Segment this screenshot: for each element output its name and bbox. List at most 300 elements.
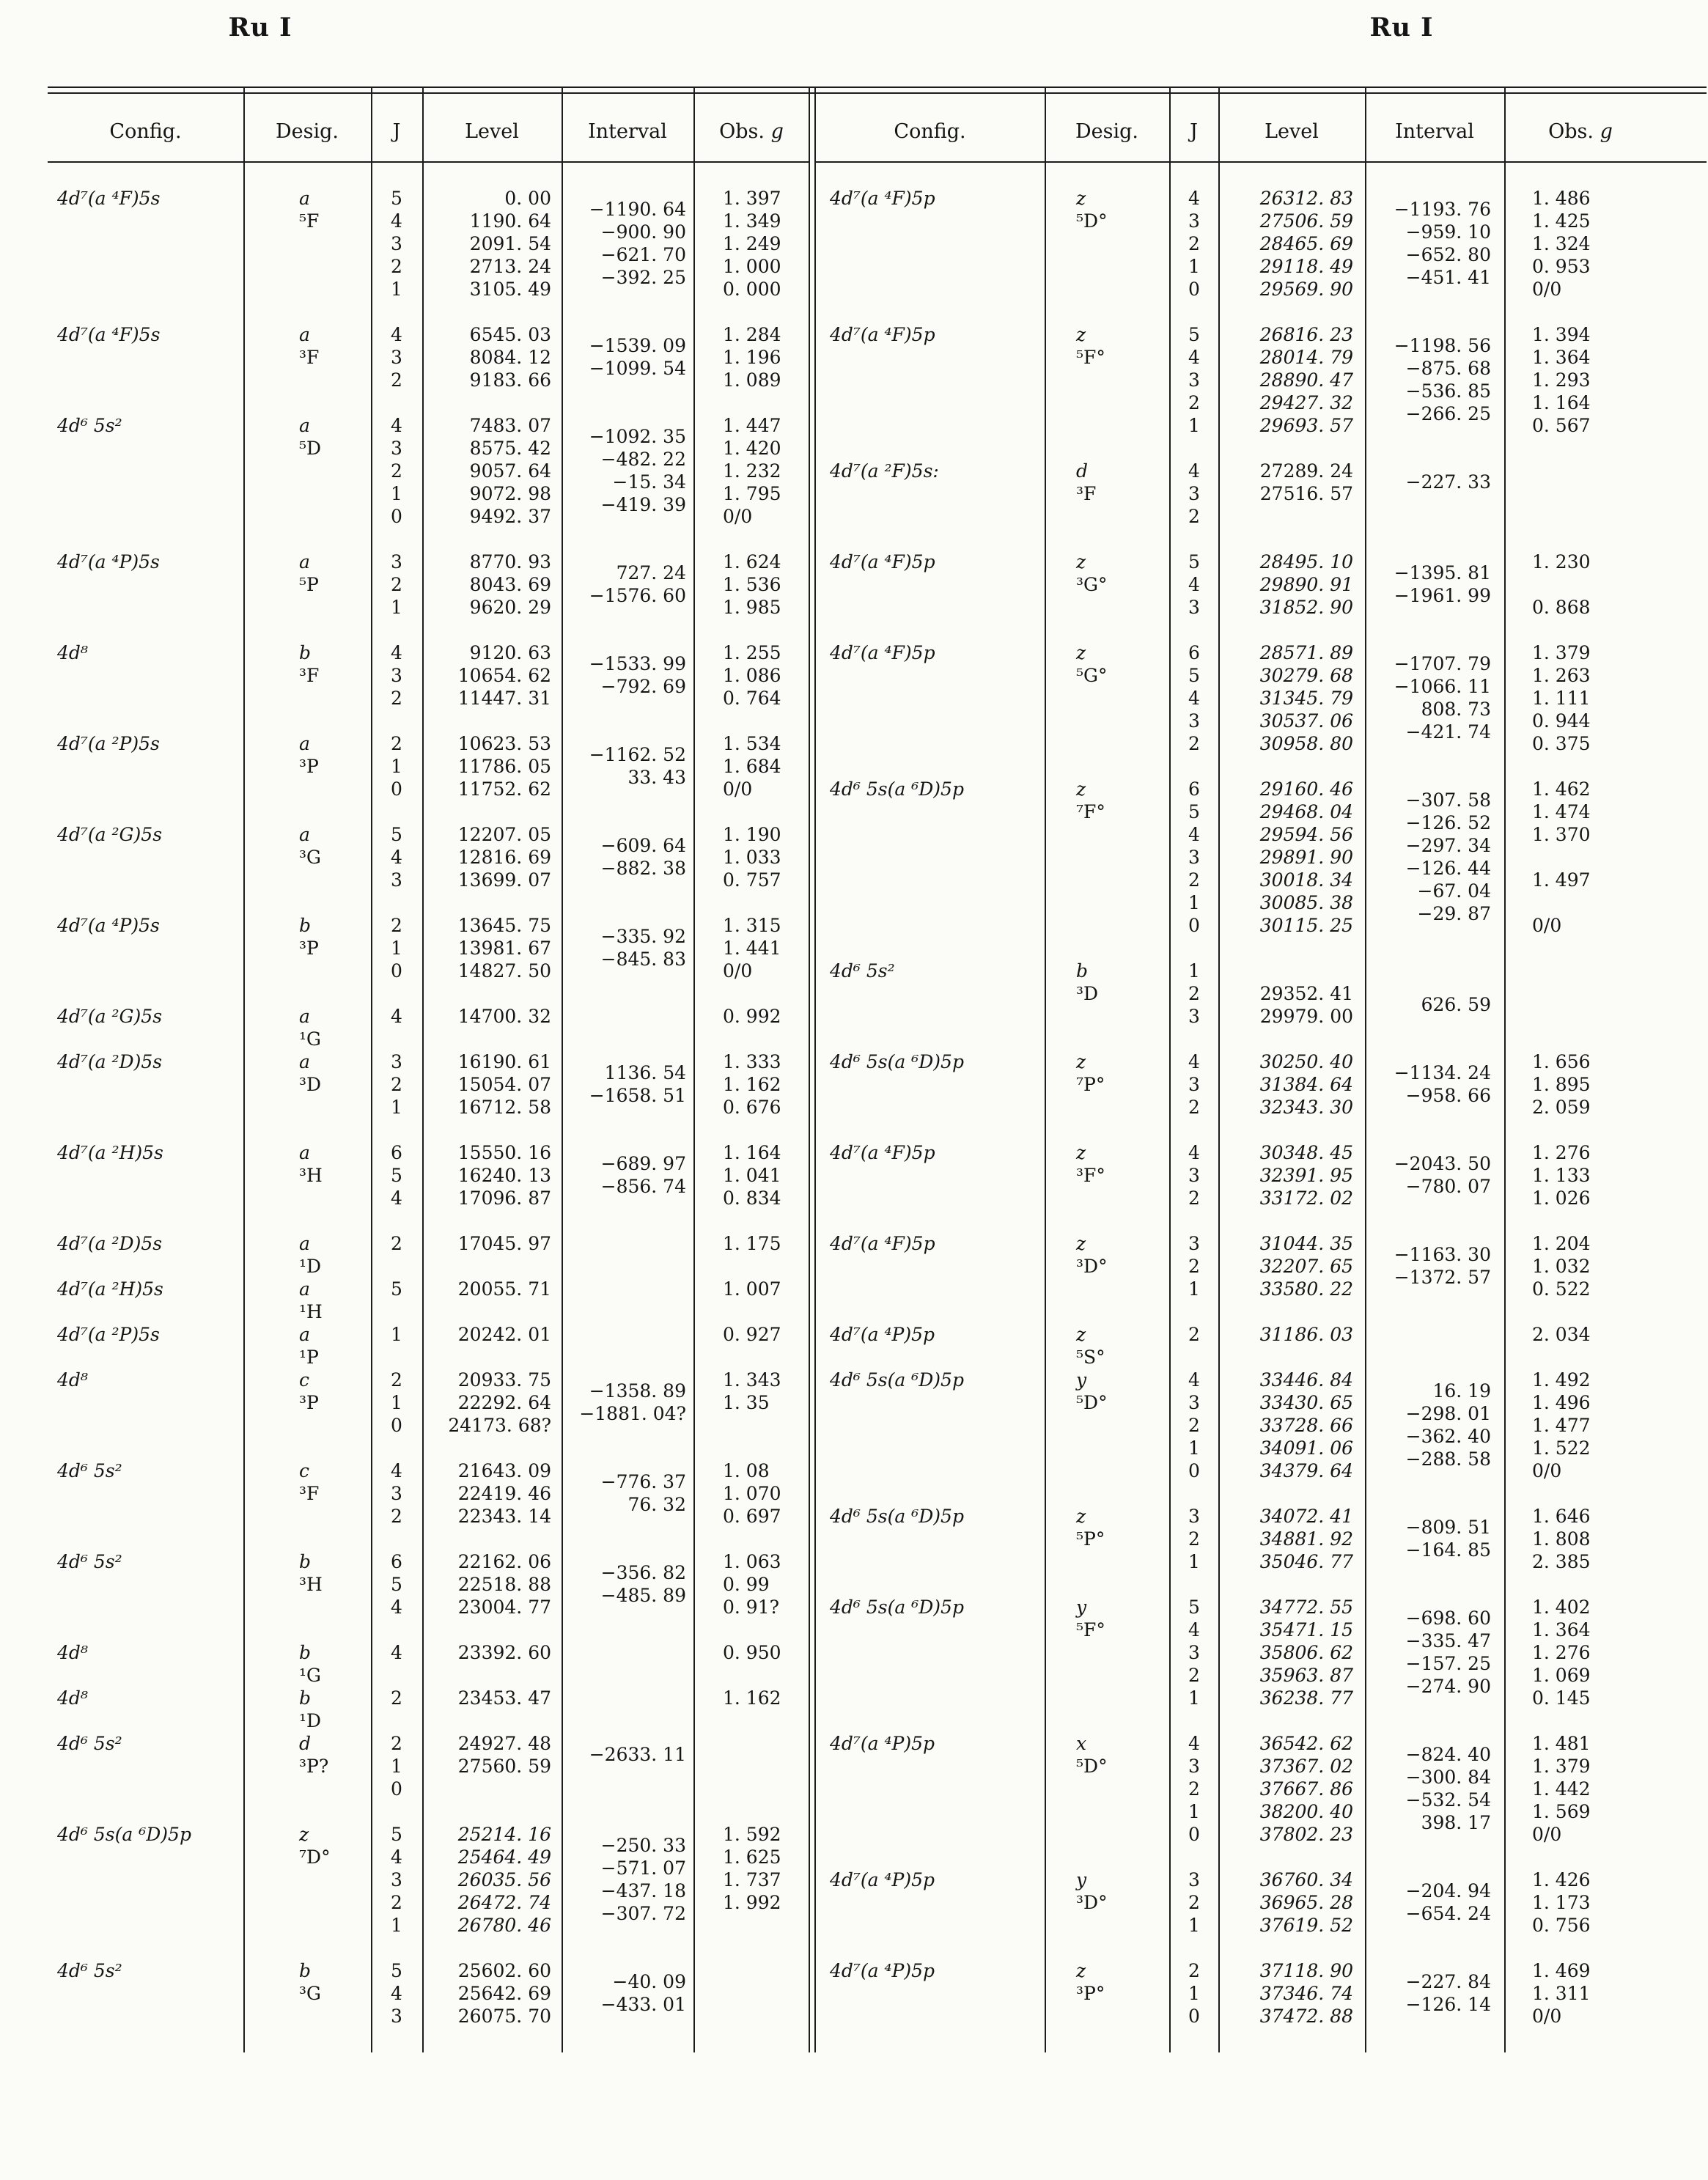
j-cell: 2 — [1188, 1665, 1200, 1686]
level-cell: 36760. 34 — [1259, 1869, 1353, 1890]
level-row — [0, 744, 1708, 778]
desig-term: ⁵D — [299, 438, 322, 459]
level-cell: 6545. 03 — [469, 324, 551, 345]
interval-cell: −419. 39 — [600, 494, 686, 515]
level-cell: 28014. 79 — [1259, 347, 1353, 368]
level-cell: 28890. 47 — [1259, 369, 1353, 391]
level-cell: 37619. 52 — [1259, 1915, 1353, 1936]
obs-g-cell: 1. 263 — [1532, 665, 1591, 686]
j-cell: 1 — [1188, 1278, 1200, 1300]
desig-term: ¹D — [299, 1256, 322, 1277]
level-cell: 22343. 14 — [457, 1506, 551, 1527]
j-cell: 0 — [1188, 915, 1200, 936]
obs-g-cell: 0. 756 — [1532, 1915, 1591, 1936]
desig-prefix: z — [1076, 188, 1086, 209]
config-cell: 4d⁸ — [57, 1687, 88, 1709]
j-cell: 5 — [391, 1278, 402, 1300]
j-cell: 3 — [391, 665, 402, 686]
header-config-right: Config. — [894, 120, 966, 143]
obs-g-cell: 1. 420 — [723, 438, 781, 459]
j-cell: 5 — [1188, 551, 1200, 572]
level-cell — [1223, 960, 1353, 982]
j-cell: 3 — [391, 1869, 402, 1890]
j-cell: 3 — [391, 233, 402, 254]
j-cell: 0 — [391, 506, 402, 527]
interval-cell: −40. 09 — [612, 1971, 686, 1992]
j-cell: 2 — [1188, 233, 1200, 254]
interval-cell: −307. 58 — [1405, 789, 1491, 811]
level-cell: 21643. 09 — [457, 1460, 551, 1481]
j-cell: 3 — [1188, 1006, 1200, 1027]
interval-cell: −2633. 11 — [589, 1744, 686, 1765]
desig-term: ¹G — [299, 1665, 321, 1686]
obs-g-cell: 1. 293 — [1532, 369, 1591, 391]
j-cell: 4 — [1188, 1369, 1200, 1391]
desig-term: ³H — [299, 1165, 323, 1186]
level-cell: 37346. 74 — [1259, 1983, 1353, 2004]
obs-g-cell: 1. 089 — [723, 369, 781, 391]
desig-term: ³P — [299, 756, 319, 777]
config-cell: 4d⁶ 5s² — [57, 1960, 122, 1981]
j-cell: 4 — [391, 1460, 402, 1481]
level-cell: 22292. 64 — [457, 1392, 551, 1413]
j-cell: 3 — [1188, 1869, 1200, 1890]
desig-prefix: a — [299, 415, 310, 436]
level-cell — [1223, 505, 1353, 528]
level-cell: 30085. 38 — [1259, 892, 1353, 913]
interval-cell: −621. 70 — [600, 244, 686, 265]
desig-prefix: z — [1076, 1324, 1086, 1345]
desig-term: ³D° — [1076, 1892, 1108, 1913]
j-cell: 2 — [1188, 1960, 1200, 1981]
config-cell: 4d⁷(a ²F)5s: — [830, 460, 939, 482]
desig-term: ⁵F° — [1076, 1619, 1105, 1640]
level-cell: 25642. 69 — [457, 1983, 551, 2004]
obs-g-cell: 1. 276 — [1532, 1642, 1591, 1663]
obs-g-cell: 1. 164 — [723, 1142, 781, 1163]
j-cell: 1 — [391, 279, 402, 300]
level-cell: 30018. 34 — [1259, 869, 1353, 891]
level-cell: 29160. 46 — [1259, 778, 1353, 800]
level-cell: 34379. 64 — [1259, 1460, 1353, 1481]
level-cell: 30279. 68 — [1259, 665, 1353, 686]
j-cell: 2 — [391, 460, 402, 482]
interval-cell: −845. 83 — [600, 949, 686, 970]
level-cell: 27506. 59 — [1259, 210, 1353, 232]
obs-g-cell: 0. 676 — [723, 1097, 781, 1118]
desig-prefix: d — [299, 1733, 312, 1754]
j-cell: 3 — [1188, 1392, 1200, 1413]
j-cell: 3 — [1188, 710, 1200, 732]
desig-term: ⁵D° — [1076, 1756, 1108, 1777]
j-cell: 3 — [1188, 1642, 1200, 1663]
interval-cell: −126. 52 — [1405, 812, 1491, 833]
j-cell: 4 — [391, 1642, 402, 1663]
level-cell: 24173. 68? — [448, 1415, 551, 1436]
j-cell: 2 — [391, 1233, 402, 1254]
j-cell: 5 — [391, 188, 402, 209]
desig-prefix: z — [299, 1824, 309, 1845]
j-cell: 2 — [391, 574, 402, 595]
j-cell: 0 — [1188, 1460, 1200, 1481]
j-cell: 5 — [1188, 1597, 1200, 1618]
interval-cell: 808. 73 — [1421, 699, 1491, 720]
desig-prefix: b — [299, 1960, 312, 1981]
obs-g-cell: 0/0 — [1532, 915, 1562, 936]
interval-cell: −1190. 64 — [589, 199, 686, 220]
j-cell: 5 — [1188, 801, 1200, 822]
j-cell: 4 — [1188, 1142, 1200, 1163]
header-desig-left: Desig. — [276, 120, 339, 143]
obs-g-cell: 1. 196 — [723, 347, 781, 368]
j-cell: 2 — [1188, 1415, 1200, 1436]
level-cell: 9183. 66 — [469, 369, 551, 391]
interval-cell: −2043. 50 — [1394, 1153, 1491, 1174]
desig-term: ⁵F° — [1076, 347, 1105, 368]
obs-g-cell: 1. 162 — [723, 1687, 781, 1709]
desig-prefix: a — [299, 188, 310, 209]
level-cell: 8084. 12 — [469, 347, 551, 368]
level-cell: 29427. 32 — [1259, 392, 1353, 413]
interval-cell: −900. 90 — [600, 221, 686, 243]
obs-g-cell: 1. 895 — [1532, 1074, 1591, 1095]
interval-cell: 727. 24 — [616, 562, 686, 583]
level-cell: 31852. 90 — [1259, 597, 1353, 618]
j-cell: 2 — [391, 1733, 402, 1754]
desig-prefix: a — [299, 824, 310, 845]
j-cell: 4 — [1188, 460, 1200, 482]
interval-cell: −335. 47 — [1405, 1630, 1491, 1651]
j-cell: 4 — [391, 324, 402, 345]
j-cell: 1 — [1188, 892, 1200, 913]
j-cell: 3 — [391, 347, 402, 368]
interval-cell: 16. 19 — [1432, 1380, 1491, 1402]
level-cell: 7483. 07 — [469, 415, 551, 436]
config-cell: 4d⁸ — [57, 1642, 88, 1663]
config-cell: 4d⁷(a ⁴P)5p — [830, 1733, 935, 1754]
header-obs-label: Obs. — [1548, 120, 1594, 143]
obs-g-cell: 1. 311 — [1532, 1983, 1591, 2004]
obs-g-cell: 0. 944 — [1532, 710, 1591, 732]
obs-g-cell: 1. 232 — [723, 460, 781, 482]
desig-term: ³D° — [1076, 1256, 1108, 1277]
level-cell: 10623. 53 — [457, 733, 551, 754]
level-cell: 30348. 45 — [1259, 1142, 1353, 1163]
j-cell: 5 — [391, 1824, 402, 1845]
j-cell: 3 — [1188, 1165, 1200, 1186]
obs-g-cell: 1. 333 — [723, 1051, 781, 1072]
level-cell: 8043. 69 — [469, 574, 551, 595]
level-cell: 33172. 02 — [1259, 1187, 1353, 1209]
obs-g-cell: 1. 35 — [723, 1392, 770, 1413]
obs-g-cell: 1. 032 — [1532, 1256, 1591, 1277]
level-cell: 28571. 89 — [1259, 642, 1353, 663]
header-interval-left: Interval — [588, 120, 667, 143]
header-g-label: g — [1600, 120, 1613, 143]
interval-cell: −204. 94 — [1405, 1880, 1491, 1901]
interval-cell: −958. 66 — [1405, 1085, 1491, 1106]
level-cell: 16190. 61 — [457, 1051, 551, 1072]
interval-cell: −698. 60 — [1405, 1608, 1491, 1629]
j-cell: 2 — [391, 1687, 402, 1709]
j-cell: 4 — [1188, 347, 1200, 368]
j-cell: 5 — [1188, 324, 1200, 345]
level-cell: 38200. 40 — [1259, 1801, 1353, 1822]
j-cell: 0 — [391, 1415, 402, 1436]
level-cell: 29569. 90 — [1259, 279, 1353, 300]
level-row — [0, 903, 1708, 937]
desig-prefix: b — [299, 1551, 312, 1572]
config-cell: 4d⁷(a ²G)5s — [57, 824, 163, 845]
desig-term: ³F° — [1076, 1165, 1105, 1186]
config-cell: 4d⁷(a ⁴F)5s — [57, 188, 161, 209]
interval-cell: −959. 10 — [1405, 221, 1491, 243]
j-cell: 1 — [1188, 1687, 1200, 1709]
desig-prefix: b — [299, 1687, 312, 1709]
j-cell: 4 — [391, 210, 402, 232]
j-cell: 6 — [1188, 642, 1200, 663]
config-cell: 4d⁶ 5s² — [57, 415, 122, 436]
j-cell: 5 — [391, 1574, 402, 1595]
desig-term: ³D — [1076, 983, 1099, 1004]
j-cell: 1 — [1188, 1915, 1200, 1936]
desig-prefix: c — [299, 1369, 310, 1391]
desig-prefix: a — [299, 551, 310, 572]
interval-cell: −266. 25 — [1405, 403, 1491, 424]
level-cell: 27516. 57 — [1259, 483, 1353, 504]
obs-g-cell: 1. 624 — [723, 551, 781, 572]
obs-g-cell: 1. 522 — [1532, 1437, 1591, 1459]
desig-term: ³G — [299, 847, 321, 868]
level-cell: 33446. 84 — [1259, 1369, 1353, 1391]
obs-g-cell: 1. 349 — [723, 210, 781, 232]
j-cell: 3 — [1188, 1756, 1200, 1777]
desig-prefix: d — [1076, 460, 1089, 482]
j-cell: 0 — [391, 960, 402, 982]
desig-prefix: a — [299, 1006, 310, 1027]
j-cell: 1 — [1188, 1437, 1200, 1459]
desig-prefix: b — [299, 915, 312, 936]
obs-g-cell: 1. 462 — [1532, 778, 1591, 800]
config-cell: 4d⁶ 5s² — [57, 1733, 122, 1754]
desig-prefix: a — [299, 1051, 310, 1072]
config-cell: 4d⁷(a ²H)5s — [57, 1142, 163, 1163]
obs-g-cell: 0/0 — [723, 506, 753, 527]
level-cell: 26075. 70 — [457, 2006, 551, 2027]
desig-term: ⁵F — [299, 210, 320, 232]
obs-g-cell: 0. 992 — [723, 1006, 781, 1027]
interval-cell: −227. 84 — [1405, 1971, 1491, 1992]
j-cell: 5 — [1188, 665, 1200, 686]
obs-g-cell: 1. 284 — [723, 324, 781, 345]
config-cell: 4d⁶ 5s(a ⁶D)5p — [830, 1051, 964, 1072]
obs-g-cell: 0/0 — [1532, 1824, 1562, 1845]
desig-prefix: z — [1076, 1506, 1086, 1527]
desig-term: ¹D — [299, 1710, 322, 1731]
j-cell: 5 — [391, 1165, 402, 1186]
config-cell: 4d⁷(a ⁴P)5s — [57, 551, 160, 572]
interval-cell: −1533. 99 — [589, 653, 686, 674]
obs-g-cell: 1. 133 — [1532, 1165, 1591, 1186]
j-cell: 3 — [391, 438, 402, 459]
level-cell: 31384. 64 — [1259, 1074, 1353, 1095]
j-cell: 2 — [391, 256, 402, 277]
level-cell: 13645. 75 — [457, 915, 551, 936]
interval-cell: −356. 82 — [600, 1562, 686, 1583]
j-cell: 4 — [391, 1597, 402, 1618]
header-obsg-right — [1504, 110, 1657, 154]
obs-g-cell: 1. 379 — [1532, 1756, 1591, 1777]
j-cell: 3 — [1188, 1074, 1200, 1095]
config-cell: 4d⁶ 5s(a ⁶D)5p — [830, 1597, 964, 1618]
j-cell: 1 — [1188, 256, 1200, 277]
j-cell: 0 — [1188, 279, 1200, 300]
level-cell: 16712. 58 — [457, 1097, 551, 1118]
obs-g-cell: 1. 364 — [1532, 347, 1591, 368]
interval-cell: −126. 44 — [1405, 858, 1491, 879]
obs-g-cell: 1. 324 — [1532, 233, 1591, 254]
level-cell: 17096. 87 — [457, 1187, 551, 1209]
level-cell: 27560. 59 — [457, 1756, 551, 1777]
desig-term: ³F — [299, 665, 320, 686]
obs-g-cell: 1. 795 — [723, 483, 781, 504]
config-cell: 4d⁷(a ⁴F)5s — [57, 324, 161, 345]
level-cell: 31186. 03 — [1259, 1324, 1353, 1345]
interval-cell: −1066. 11 — [1394, 676, 1491, 697]
obs-g-cell: 1. 737 — [723, 1869, 781, 1890]
desig-term: ³G° — [1076, 574, 1108, 595]
desig-term: ¹G — [299, 1028, 321, 1050]
desig-prefix: z — [1076, 551, 1086, 572]
obs-g-cell: 1. 985 — [723, 597, 781, 618]
interval-cell: 76. 32 — [627, 1494, 686, 1515]
j-cell: 3 — [1188, 1233, 1200, 1254]
level-cell: 37118. 90 — [1259, 1960, 1353, 1981]
level-cell: 30250. 40 — [1259, 1051, 1353, 1072]
interval-cell: −1193. 76 — [1394, 199, 1491, 220]
level-row — [0, 1267, 1708, 1300]
obs-g-cell: 1. 569 — [1532, 1801, 1591, 1822]
j-cell: 3 — [1188, 597, 1200, 618]
j-cell: 3 — [391, 2006, 402, 2027]
interval-cell: −288. 58 — [1405, 1448, 1491, 1470]
j-cell: 4 — [1188, 824, 1200, 845]
desig-term: ³P? — [299, 1756, 329, 1777]
interval-cell: −1163. 30 — [1394, 1244, 1491, 1265]
j-cell: 4 — [1188, 574, 1200, 595]
desig-prefix: z — [1076, 1142, 1086, 1163]
level-cell: 11786. 05 — [457, 756, 551, 777]
header-level-right: Level — [1265, 120, 1319, 143]
obs-g-cell: 1. 474 — [1532, 801, 1591, 822]
obs-g-cell: 0. 522 — [1532, 1278, 1591, 1300]
obs-g-cell: 0. 927 — [723, 1324, 781, 1345]
j-cell: 2 — [1188, 1097, 1200, 1118]
interval-cell: −433. 01 — [600, 1994, 686, 2015]
j-cell: 5 — [391, 824, 402, 845]
j-cell: 3 — [1188, 847, 1200, 868]
level-cell: 23004. 77 — [457, 1597, 551, 1618]
level-row — [0, 505, 1708, 528]
level-row — [0, 926, 1708, 960]
interval-cell: −652. 80 — [1405, 244, 1491, 265]
obs-g-cell: 1. 497 — [1532, 869, 1591, 891]
obs-g-cell: 1. 364 — [1532, 1619, 1591, 1640]
obs-g-cell: 2. 059 — [1532, 1097, 1591, 1118]
level-cell: 30537. 06 — [1259, 710, 1353, 732]
obs-g-cell: 1. 255 — [723, 642, 781, 663]
desig-prefix: a — [299, 324, 310, 345]
obs-g-cell: 1. 492 — [1532, 1369, 1591, 1391]
j-cell: 2 — [391, 1074, 402, 1095]
obs-g-cell: 0/0 — [723, 960, 753, 982]
config-cell: 4d⁷(a ²H)5s — [57, 1278, 163, 1300]
interval-cell: −362. 40 — [1405, 1426, 1491, 1447]
j-cell: 4 — [1188, 188, 1200, 209]
obs-g-cell: 1. 276 — [1532, 1142, 1591, 1163]
level-row — [0, 1562, 1708, 1596]
interval-cell: −482. 22 — [600, 449, 686, 470]
level-cell: 9072. 98 — [469, 483, 551, 504]
j-cell: 0 — [391, 1778, 402, 1800]
j-cell: 2 — [1188, 1324, 1200, 1345]
desig-term: ⁵D° — [1076, 210, 1108, 232]
desig-term: ⁵P — [299, 574, 319, 595]
obs-g-cell: 1. 007 — [723, 1278, 781, 1300]
interval-cell: −157. 25 — [1405, 1653, 1491, 1674]
j-cell: 2 — [391, 1892, 402, 1913]
desig-prefix: z — [1076, 778, 1086, 800]
level-cell: 29979. 00 — [1259, 1006, 1353, 1027]
level-cell: 17045. 97 — [457, 1233, 551, 1254]
header-rule-right — [815, 161, 1707, 163]
obs-g-cell: 1. 230 — [1532, 551, 1591, 572]
level-cell: 24927. 48 — [457, 1733, 551, 1754]
level-cell: 25464. 49 — [457, 1846, 551, 1868]
level-cell: 14827. 50 — [457, 960, 551, 982]
level-cell: 20933. 75 — [457, 1369, 551, 1391]
obs-g-cell: 1. 656 — [1532, 1051, 1591, 1072]
j-cell: 0 — [1188, 1824, 1200, 1845]
level-row — [0, 1676, 1708, 1709]
obs-g-cell: 0/0 — [723, 778, 753, 800]
interval-cell: −780. 07 — [1405, 1176, 1491, 1197]
obs-g-cell: 0/0 — [1532, 1460, 1562, 1481]
top-rule-1 — [48, 86, 1707, 88]
desig-prefix: y — [1076, 1869, 1087, 1890]
page-title-right: Ru I — [1369, 12, 1434, 43]
config-cell: 4d⁷(a ⁴P)5p — [830, 1324, 935, 1345]
j-cell: 4 — [391, 642, 402, 663]
j-cell: 3 — [391, 551, 402, 572]
header-desig-right: Desig. — [1075, 120, 1138, 143]
level-cell: 9492. 37 — [469, 506, 551, 527]
desig-prefix: y — [1076, 1597, 1087, 1618]
level-row — [0, 1812, 1708, 1846]
obs-g-cell: 1. 026 — [1532, 1187, 1591, 1209]
level-cell: 3105. 49 — [469, 279, 551, 300]
desig-term: ⁵P° — [1076, 1528, 1105, 1550]
obs-g-cell: 1. 536 — [723, 574, 781, 595]
level-cell: 33430. 65 — [1259, 1392, 1353, 1413]
j-cell: 2 — [1188, 1528, 1200, 1550]
level-cell: 35471. 15 — [1259, 1619, 1353, 1640]
j-cell: 3 — [391, 869, 402, 891]
config-cell: 4d⁷(a ⁴F)5p — [830, 551, 935, 572]
level-row — [0, 403, 1708, 437]
level-cell: 1190. 64 — [469, 210, 551, 232]
obs-g-cell: 0/0 — [1532, 279, 1562, 300]
